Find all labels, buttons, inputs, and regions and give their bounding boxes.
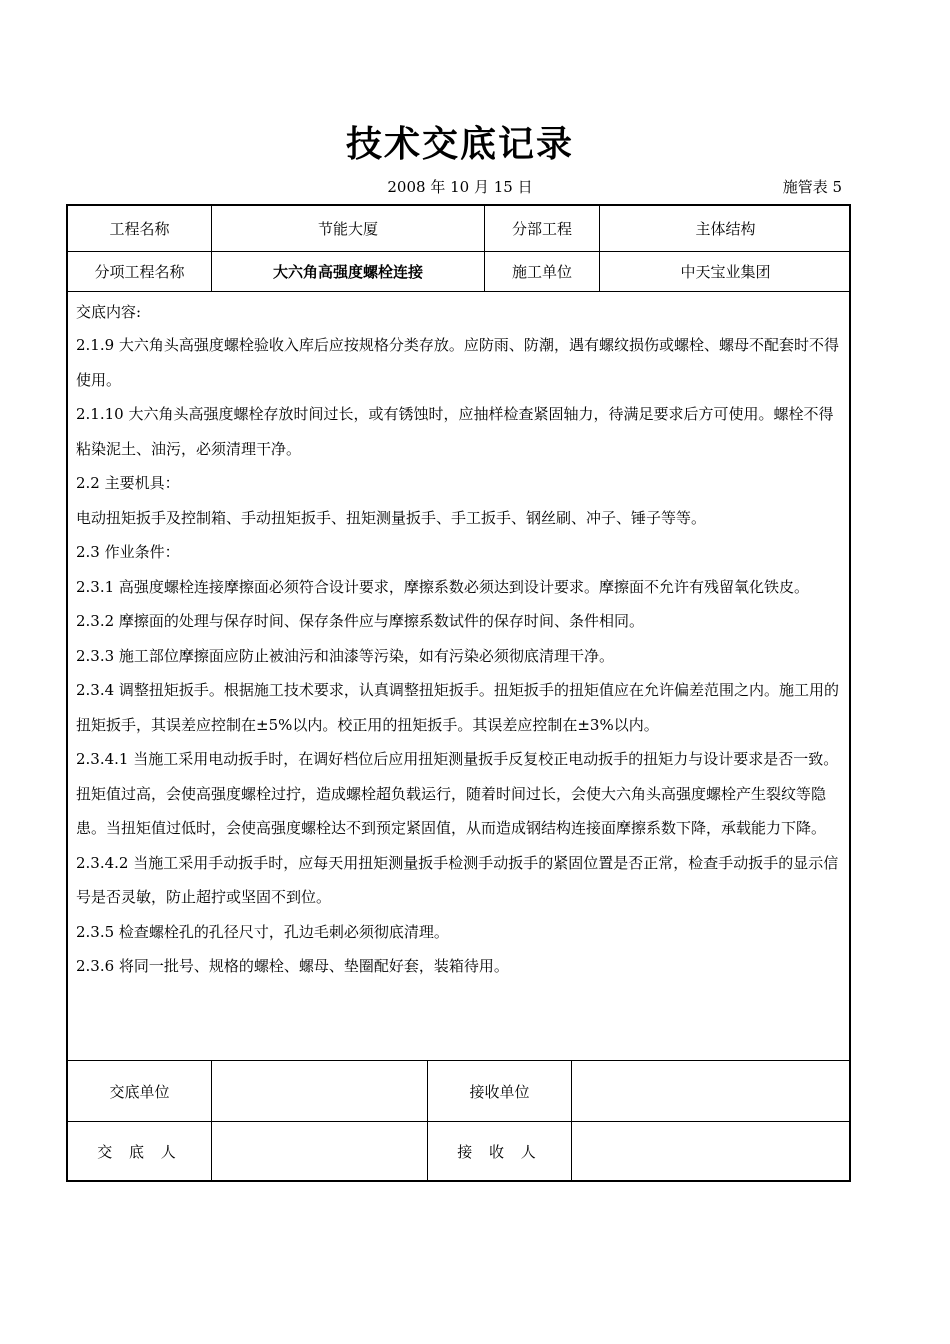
subitem-label: 分项工程名称 — [94, 263, 185, 281]
handover-unit-field[interactable] — [211, 1061, 427, 1121]
handover-unit-label: 交底单位 — [109, 1082, 170, 1101]
content-paragraph: 2.1.9 大六角头高强度螺栓验收入库后应按规格分类存放。应防雨、防潮，遇有螺纹损伤或螺栓、螺母不配套时不得使用。 — [76, 336, 839, 389]
content-paragraph: 2.3.3 施工部位摩擦面应防止被油污和油漆等污染，如有污染必须彻底清理干净。 — [76, 646, 614, 665]
form-number: 施管表 5 — [782, 178, 842, 196]
content-label: 交底内容: — [76, 303, 142, 321]
info-row-subitem — [68, 252, 849, 292]
content-paragraph: 2.1.10 大六角头高强度螺栓存放时间过长，或有锈蚀时，应抽样检查紧固轴力，待满足要求后方可使用。螺栓不得粘染泥土、油污，必须清理干净。 — [76, 405, 834, 458]
contractor-label: 施工单位 — [484, 252, 599, 291]
handover-person-field[interactable] — [211, 1122, 427, 1180]
division-label: 分部工程 — [484, 206, 599, 251]
content-paragraph: 2.3.4.1 当施工采用电动扳手时，在调好档位后应用扭矩测量扳手反复校正电动扳手的扭矩力与设计要求是否一致。扭矩值过高，会使高强度螺栓过拧，造成螺栓超负载运行，随着时间过长，会使大六角头高强度螺栓产生裂纹等隐患。当扭矩值过低时，会使高强度螺栓达不到预定紧固值，从而造成钢结构连接面摩擦系数下降，承载能力下降。 — [76, 750, 839, 837]
page-title: 技术交底记录 — [345, 124, 574, 165]
content-paragraph: 2.3.4.2 当施工采用手动扳手时，应每天用扭矩测量扳手检测手动扳手的紧固位置是否正常，检查手动扳手的显示信号是否灵敏，防止超拧或坚固不到位。 — [76, 853, 839, 906]
content-paragraph: 2.3.5 检查螺栓孔的孔径尺寸，孔边毛刺必须彻底清理。 — [76, 922, 449, 941]
content-paragraph: 2.3.1 高强度螺栓连接摩擦面必须符合设计要求，摩擦系数必须达到设计要求。摩擦面不允许有残留氧化铁皮。 — [76, 577, 809, 596]
project-name-value: 节能大厦 — [211, 206, 484, 251]
project-name-label: 工程名称 — [109, 220, 170, 238]
record-date: 2008 年 10 月 15 日 — [387, 178, 533, 196]
content-paragraph: 2.3.2 摩擦面的处理与保存时间、保存条件应与摩擦系数试件的保存时间、条件相同。 — [76, 612, 644, 630]
content-paragraph: 2.3.6 将同一批号、规格的螺栓、螺母、垫圈配好套，装箱待用。 — [76, 957, 509, 975]
content-paragraph: 2.2 主要机具： — [76, 474, 180, 492]
content-paragraph: 2.3.4 调整扭矩扳手。根据施工技术要求，认真调整扭矩扳手。扭矩扳手的扭矩值应在允许偏差范围之内。施工用的扭矩扳手，其误差应控制在±5%以内。校正用的扭矩扳手。其误差应控制在±3%以内。 — [76, 681, 839, 734]
receiving-unit-field[interactable] — [571, 1061, 851, 1121]
subitem-value: 大六角高强度螺栓连接 — [211, 252, 484, 291]
info-row-project — [68, 206, 849, 252]
record-sheet — [66, 204, 851, 1182]
handover-content — [68, 292, 849, 1061]
division-value: 主体结构 — [599, 206, 851, 251]
signoff-row-persons — [68, 1122, 849, 1180]
content-paragraph: 电动扭矩扳手及控制箱、手动扭矩扳手、扭矩测量扳手、手工扳手、钢丝刷、冲子、锤子等等。 — [76, 508, 707, 527]
receiving-unit-label: 接收单位 — [427, 1061, 571, 1121]
signoff-row-units — [68, 1061, 849, 1122]
content-paragraph: 2.3 作业条件： — [76, 543, 180, 561]
handover-person-label: 交 底 人 — [97, 1142, 182, 1161]
contractor-value: 中天宝业集团 — [599, 252, 851, 291]
receiving-person-label: 接 收 人 — [427, 1122, 571, 1180]
receiving-person-field[interactable] — [571, 1122, 851, 1180]
